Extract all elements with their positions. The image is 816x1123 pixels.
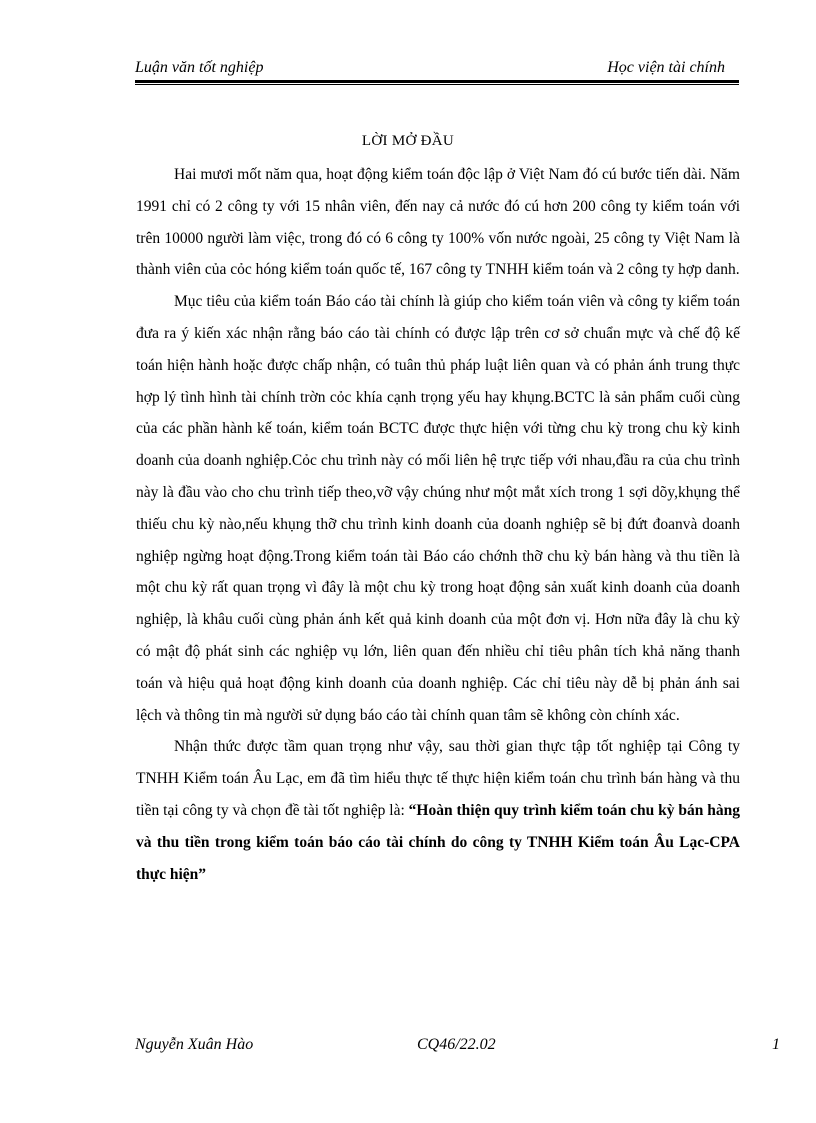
paragraph-1: Hai mươi mốt năm qua, hoạt động kiểm toán độc lập ở Việt Nam đó cú bước tiến dài. Năm 1991 chỉ có 2 công ty với 15 nhân viên, đến nay cả nước đó cú hơn 200 công ty kiểm toán với trên 10000 người làm việc, trong đó có 6 công ty 100% vốn nước ngoài, 25 công ty Việt Nam là thành viên của cỏc hóng kiểm toán quốc tế, 167 công ty TNHH kiểm toán và 2 công ty hợp danh.: [136, 166, 740, 279]
header-institution: Học viện tài chính: [607, 59, 725, 76]
paragraph-3: [136, 731, 740, 890]
document-body: [136, 159, 740, 890]
footer-class-code: CQ46/22.02: [417, 1036, 496, 1053]
thesis-topic: “Hoàn thiện quy trình kiểm toán chu kỳ bán hàng và thu tiền trong kiểm toán báo cáo tài chính do công ty TNHH Kiểm toán Âu Lạc-CPA thực hiện”: [136, 801, 740, 883]
document-title: LỜI MỞ ĐẦU: [361, 133, 455, 149]
paragraph-2: Mục tiêu của kiểm toán Báo cáo tài chính là giúp cho kiểm toán viên và công ty kiểm toán đưa ra ý kiến xác nhận rằng báo cáo tài chính có được lập trên cơ sở chuẩn mực và chế độ kế toán hiện hành hoặc được chấp nhận, có tuân thủ pháp luật liên quan và có phản ánh trung thực hợp lý tình hình tài chính trờn cỏc khía cạnh trọng yếu hay khụng.BCTC là sản phẩm cuối cùng của các phần hành kế toán, kiểm toán BCTC được thực hiện với từng chu kỳ trong chu kỳ kinh doanh của doanh nghiệp.Cỏc chu trình này có mối liên hệ trực tiếp với nhau,đầu ra của chu trình này là đầu vào cho chu trình tiếp theo,vỡ vậy chúng như một mắt xích trong 1 sợi dõy,khụng thể thiếu chu kỳ nào,nếu khụng thỡ chu trình kinh doanh của doanh nghiệp sẽ bị đứt đoanvà doanh nghiệp ngừng hoạt động.Trong kiểm toán tài Báo cáo chớnh thỡ chu kỳ bán hàng và thu tiền là một chu kỳ rất quan trọng vì đây là một chu kỳ trong hoạt động sản xuất kinh doanh của doanh nghiệp, là khâu cuối cùng phản ánh kết quả kinh doanh của một đơn vị. Hơn nữa đây là chu kỳ có mật độ phát sinh các nghiệp vụ lớn, liên quan đến nhiều chỉ tiêu phân tích khả năng thanh toán và hiệu quả hoạt động kinh doanh của doanh nghiệp. Các chỉ tiêu này dễ bị phản ánh sai lệch và thông tin mà người sử dụng báo cáo tài chính quan tâm sẽ không còn chính xác.: [136, 293, 740, 724]
header-thesis-label: Luận văn tốt nghiệp: [135, 59, 264, 76]
footer-author: Nguyễn Xuân Hào: [135, 1036, 254, 1053]
header-divider: [135, 80, 739, 85]
footer-page-number: 1: [772, 1036, 780, 1053]
page-header: [135, 56, 739, 82]
paragraph-3-text: Nhận thức được tầm quan trọng như vậy, sau thời gian thực tập tốt nghiệp tại Công ty TNHH Kiểm toán Âu Lạc, em đã tìm hiểu thực tế thực hiện kiểm toán chu trình bán hàng và thu tiền tại công ty và chọn đề tài tốt nghiệp là:: [136, 738, 740, 819]
